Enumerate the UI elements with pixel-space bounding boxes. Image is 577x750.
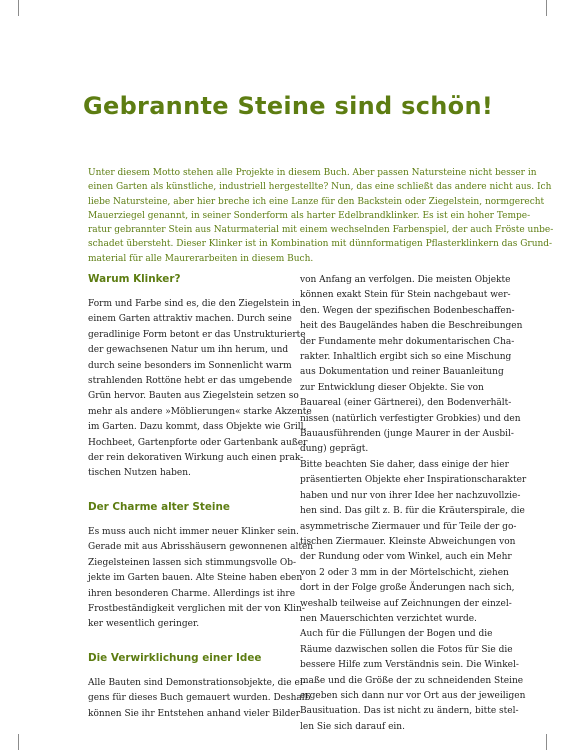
intro-line: einen Garten als künstliche, industriell hergestellte? Nun, das eine schließt das andere nicht aus. Ich: [88, 182, 552, 193]
text-line: tischen Nutzen haben.: [88, 468, 191, 479]
text-line: dung) geprägt.: [300, 444, 369, 455]
text-line: im Garten. Dazu kommt, dass Objekte wie Grill,: [88, 422, 307, 433]
intro-paragraph: [88, 166, 554, 266]
text-line: haben und nur von ihrer Idee her nachzuvollzie-: [300, 490, 521, 501]
intro-line: liebe Natursteine, aber hier breche ich eine Lanze für den Backstein oder Ziegelstein, normgerecht: [88, 196, 545, 207]
section-heading-warum-klinker: Warum Klinker?: [88, 273, 181, 285]
intro-line: schadet übersteht. Dieser Klinker ist in Kombination mit dünnformatigen Pflasterklinkern das Grund-: [88, 239, 553, 250]
text-line: ker wesentlich geringer.: [88, 619, 200, 630]
text-line: Räume dazwischen sollen die Fotos für Sie die: [300, 644, 513, 655]
text-line: nissen (natürlich verfestigter Grobkies) und den: [300, 413, 521, 424]
text-line: weshalb teilweise auf Zeichnungen der einzel-: [300, 598, 512, 609]
text-line: ihren besonderen Charme. Allerdings ist ihre: [88, 588, 296, 599]
text-line: können Sie ihr Entstehen anhand vieler Bilder: [88, 708, 301, 719]
body-paragraph: [300, 273, 523, 458]
text-line: der gewachsenen Natur um ihn herum, und: [88, 345, 289, 356]
text-line: Auch für die Füllungen der Bogen und die: [300, 629, 493, 640]
section-heading-charme-alter-steine: Der Charme alter Steine: [88, 500, 230, 513]
text-line: Es muss auch nicht immer neuer Klinker sein.: [88, 526, 299, 537]
text-line: mehr als andere »Möblierungen« starke Akzente: [88, 406, 312, 417]
text-line: der Rundung oder vom Winkel, auch ein Mehr: [300, 552, 512, 563]
section-heading-verwirklichung: Die Verwirklichung einer Idee: [88, 651, 262, 664]
text-line: ergeben sich dann nur vor Ort aus der jeweiligen: [300, 690, 526, 701]
text-line: Gerade mit aus Abrisshäusern gewonnenen alten: [88, 542, 314, 553]
text-line: Form und Farbe sind es, die den Ziegelstein in: [88, 299, 301, 309]
text-line: tischen Ziermauer. Kleinste Abweichungen von: [300, 536, 516, 547]
text-line: von Anfang an verfolgen. Die meisten Objekte: [300, 275, 511, 285]
body-paragraph: [300, 627, 526, 735]
text-line: heit des Baugeländes haben die Beschreibungen: [300, 321, 523, 332]
text-line: Ziegelsteinen lassen sich stimmungsvolle Ob-: [88, 557, 297, 568]
text-line: jekte im Garten bauen. Alte Steine haben eben: [88, 573, 303, 584]
text-line: maße und die Größe der zu schneidenden Steine: [300, 675, 524, 686]
text-line: len Sie sich darauf ein.: [300, 721, 405, 732]
text-line: rakter. Inhaltlich ergibt sich so eine Mischung: [300, 352, 512, 363]
left-column: [88, 270, 314, 722]
text-line: zur Entwicklung dieser Objekte. Sie von: [300, 382, 484, 393]
text-line: den. Wegen der spezifischen Bodenbeschaffen-: [300, 305, 515, 316]
right-column: [300, 273, 527, 735]
text-line: der rein dekorativen Wirkung auch einen prak-: [88, 453, 304, 464]
text-line: durch seine besonders im Sonnenlicht warm: [88, 360, 292, 371]
crop-mark-top-right: [546, 0, 547, 16]
text-line: von 2 oder 3 mm in der Mörtelschicht, ziehen: [300, 567, 509, 578]
text-line: Bausituation. Das ist nicht zu ändern, bitte stel-: [300, 706, 519, 717]
section-paragraph: [88, 297, 312, 482]
text-line: Bauausführenden (junge Maurer in der Ausbil-: [300, 429, 514, 440]
text-line: der Fundamente mehr dokumentarischen Cha-: [300, 336, 515, 347]
text-line: Bitte beachten Sie daher, dass einige der hier: [300, 459, 509, 470]
section-paragraph: [88, 525, 314, 633]
text-line: bessere Hilfe zum Verständnis sein. Die Winkel-: [300, 660, 519, 671]
text-line: dort in der Folge große Änderungen nach sich,: [300, 583, 515, 594]
crop-mark-bottom-right: [546, 734, 547, 750]
intro-line: material für alle Maurerarbeiten in diesem Buch.: [88, 253, 314, 264]
text-line: Alle Bauten sind Demonstrationsobjekte, die ei-: [88, 677, 306, 688]
text-line: Grün hervor. Bauten aus Ziegelstein setzen so: [88, 391, 299, 402]
text-line: geradlinige Form betont er das Unstrukturierte: [88, 329, 306, 340]
crop-mark-top-left: [18, 0, 19, 16]
crop-mark-bottom-left: [18, 734, 19, 750]
intro-line: Mauerziegel genannt, in seiner Sonderform als harter Edelbrandklinker. Es ist ein hoher Tempe-: [88, 210, 531, 221]
intro-line: Unter diesem Motto stehen alle Projekte in diesem Buch. Aber passen Natursteine nicht besser in: [88, 168, 537, 178]
text-line: Hochbeet, Gartenpforte oder Gartenbank außer: [88, 437, 308, 448]
body-paragraph: [300, 458, 527, 627]
intro-line: ratur gebrannter Stein aus Naturmaterial mit einem wechselnden Farbenspiel, der auch Fröste unbe-: [88, 225, 554, 236]
section-paragraph: [88, 676, 311, 722]
text-line: strahlenden Rottöne hebt er das umgebende: [88, 376, 293, 387]
text-line: nen Mauerschichten verzichtet wurde.: [300, 613, 477, 624]
text-line: asymmetrische Ziermauer und für Teile der go-: [300, 521, 517, 532]
text-line: Frostbeständigkeit verglichen mit der von Klin-: [88, 603, 305, 614]
text-line: können exakt Stein für Stein nachgebaut wer-: [300, 290, 511, 301]
text-line: hen sind. Das gilt z. B. für die Kräuterspirale, die: [300, 506, 525, 517]
text-line: Bauareal (einer Gärtnerei), den Bodenverhält-: [300, 398, 512, 409]
text-line: präsentierten Objekte eher Inspirationscharakter: [300, 475, 527, 486]
page-title: Gebrannte Steine sind schön!: [83, 92, 494, 120]
text-line: einem Garten attraktiv machen. Durch seine: [88, 314, 292, 325]
text-line: aus Dokumentation und reiner Bauanleitung: [300, 367, 504, 378]
text-line: gens für dieses Buch gemauert wurden. Deshalb: [88, 693, 311, 704]
